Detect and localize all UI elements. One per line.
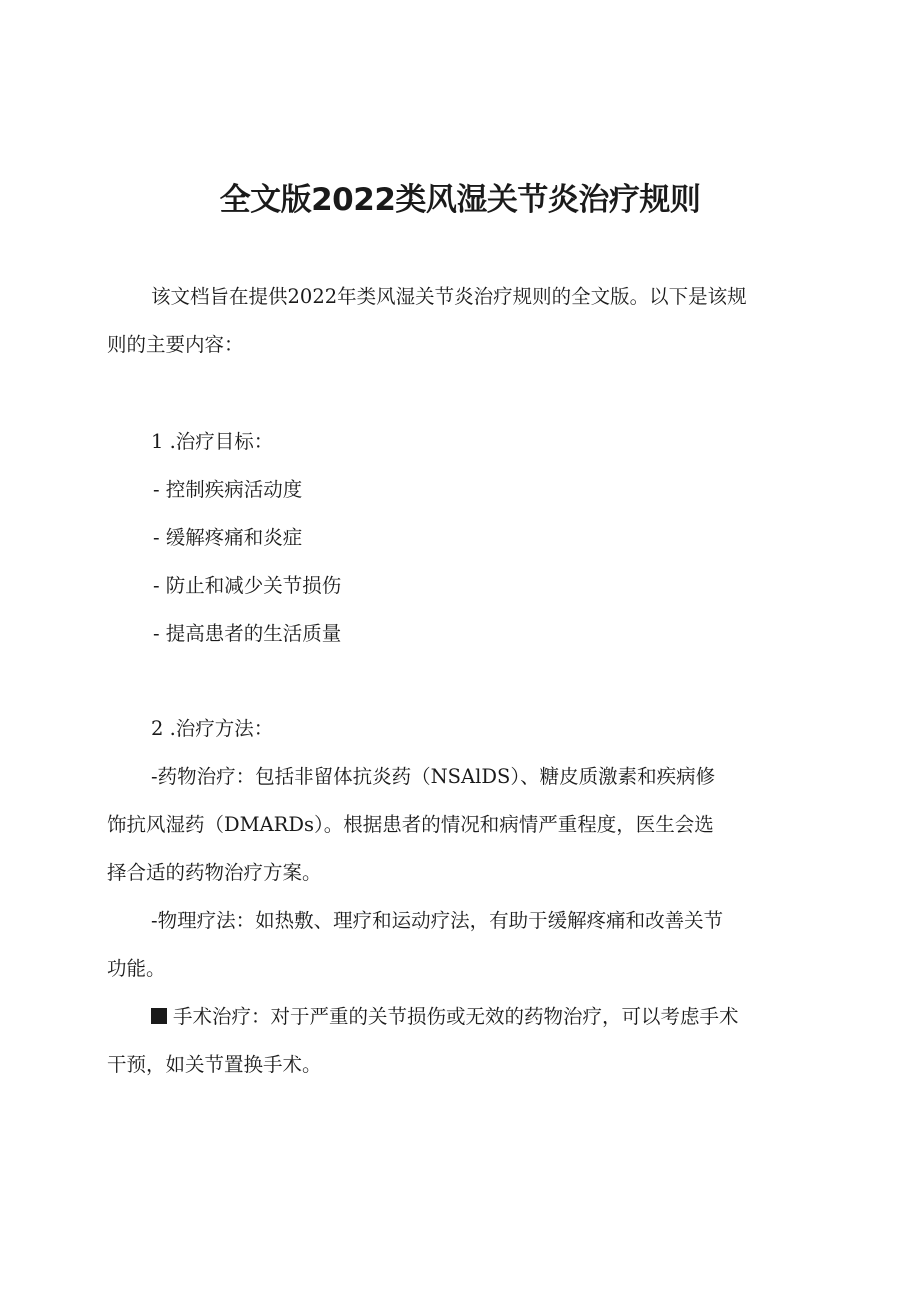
intro-line: 该文档旨在提供2022年类风湿关节炎治疗规则的全文版。以下是该规 bbox=[151, 285, 747, 308]
paragraph-line: 择合适的药物治疗方案。 bbox=[107, 861, 322, 884]
list-item: - 提高患者的生活质量 bbox=[153, 622, 342, 645]
list-item: - 防止和减少关节损伤 bbox=[153, 574, 342, 597]
intro-line: 则的主要内容： bbox=[107, 333, 244, 356]
paragraph-line: -药物治疗：包括非留体抗炎药（NSAlDS）、糖皮质激素和疾病修 bbox=[151, 765, 716, 788]
paragraph-surgery bbox=[107, 993, 807, 1089]
section-heading: 1 .治疗目标： bbox=[151, 430, 274, 453]
square-bullet-icon bbox=[151, 1008, 167, 1024]
document-title: 全文版2022类风湿关节炎治疗规则 bbox=[219, 182, 701, 218]
paragraph-line-text: 手术治疗：对于严重的关节损伤或无效的药物治疗，可以考虑手术 bbox=[173, 1005, 739, 1028]
section-goals bbox=[107, 418, 807, 658]
paragraph-line: 功能。 bbox=[107, 957, 166, 980]
paragraph-drug-therapy bbox=[107, 753, 807, 897]
paragraph-line: 干预，如关节置换手术。 bbox=[107, 1053, 322, 1076]
list-item: - 控制疾病活动度 bbox=[153, 478, 303, 501]
paragraph-line: -物理疗法：如热敷、理疗和运动疗法，有助于缓解疼痛和改善关节 bbox=[151, 909, 724, 932]
paragraph-physical-therapy bbox=[107, 897, 807, 993]
paragraph-line bbox=[107, 993, 807, 1041]
section-heading: 2 .治疗方法： bbox=[151, 717, 274, 740]
paragraph-line: 饰抗风湿药（DMARDs）。根据患者的情况和病情严重程度，医生会选 bbox=[107, 813, 714, 836]
intro-paragraph bbox=[107, 273, 807, 369]
list-item: - 缓解疼痛和炎症 bbox=[153, 526, 303, 549]
section-methods-heading bbox=[107, 705, 807, 753]
